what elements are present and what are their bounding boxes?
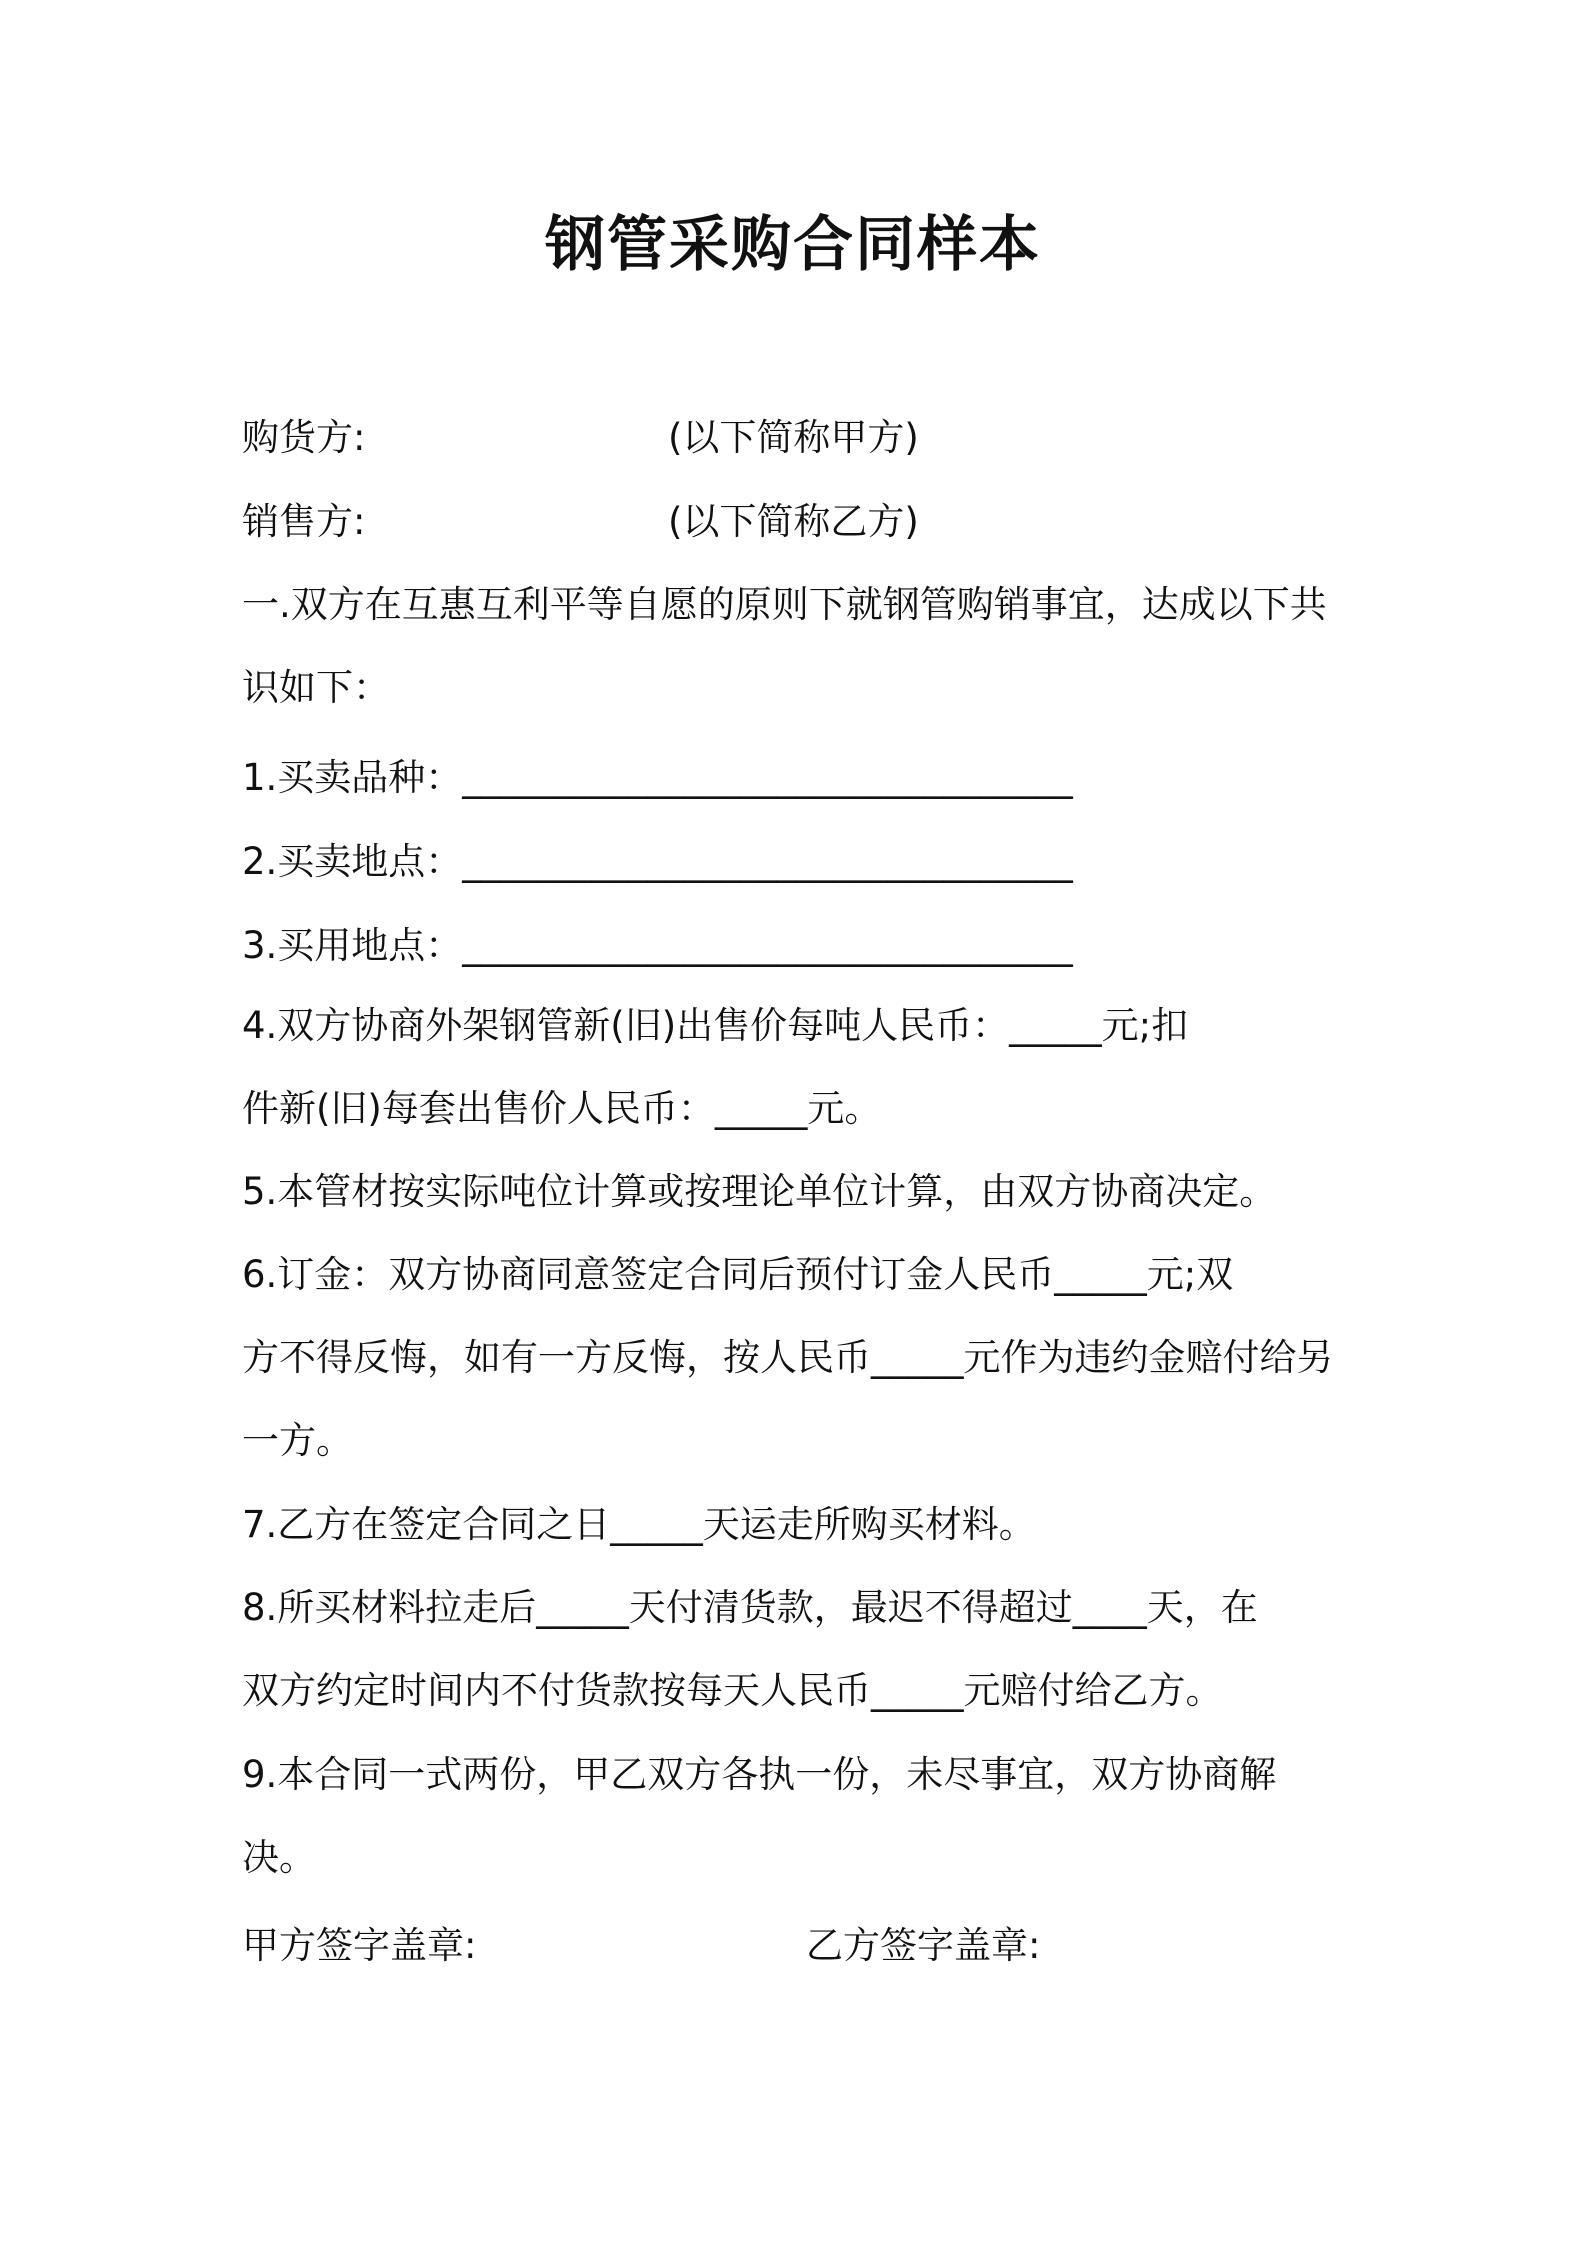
seller-note: (以下简称乙方) — [668, 500, 919, 543]
clause-2: 2.买卖地点：_________________________________ — [242, 840, 1073, 883]
clause-4-line-2: 件新(旧)每套出售价人民币：_____元。 — [242, 1087, 882, 1130]
buyer-note: (以下简称甲方) — [668, 416, 919, 459]
clause-9-line-2: 决。 — [242, 1836, 316, 1879]
intro-line-1: 一.双方在互惠互利平等自愿的原则下就钢管购销事宜，达成以下共 — [242, 583, 1327, 626]
clause-8-line-1: 8.所买材料拉走后_____天付清货款，最迟不得超过____天，在 — [242, 1586, 1258, 1629]
buyer-label: 购货方: — [242, 416, 366, 459]
clause-5: 5.本管材按实际吨位计算或按理论单位计算，由双方协商决定。 — [242, 1170, 1277, 1213]
seller-label: 销售方: — [242, 500, 366, 543]
clause-4-line-1: 4.双方协商外架钢管新(旧)出售价每吨人民币：_____元;扣 — [242, 1004, 1189, 1047]
clause-3: 3.买用地点：_________________________________ — [242, 924, 1073, 967]
intro-line-2: 识如下： — [242, 666, 390, 709]
document-title: 钢管采购合同样本 — [545, 210, 1041, 280]
clause-6-line-2: 方不得反悔，如有一方反悔，按人民币_____元作为违约金赔付给另 — [242, 1336, 1334, 1379]
clause-8-line-2: 双方约定时间内不付货款按每天人民币_____元赔付给乙方。 — [242, 1669, 1223, 1712]
clause-7: 7.乙方在签定合同之日_____天运走所购买材料。 — [242, 1503, 1036, 1546]
clause-6-line-1: 6.订金：双方协商同意签定合同后预付订金人民币_____元;双 — [242, 1253, 1234, 1296]
party-b-signature-label: 乙方签字盖章: — [806, 1924, 1041, 1967]
clause-9-line-1: 9.本合同一式两份，甲乙双方各执一份，未尽事宜，双方协商解 — [242, 1753, 1277, 1796]
party-a-signature-label: 甲方签字盖章: — [242, 1924, 477, 1967]
clause-1: 1.买卖品种：_________________________________ — [242, 756, 1073, 799]
clause-6-line-3: 一方。 — [242, 1419, 353, 1462]
